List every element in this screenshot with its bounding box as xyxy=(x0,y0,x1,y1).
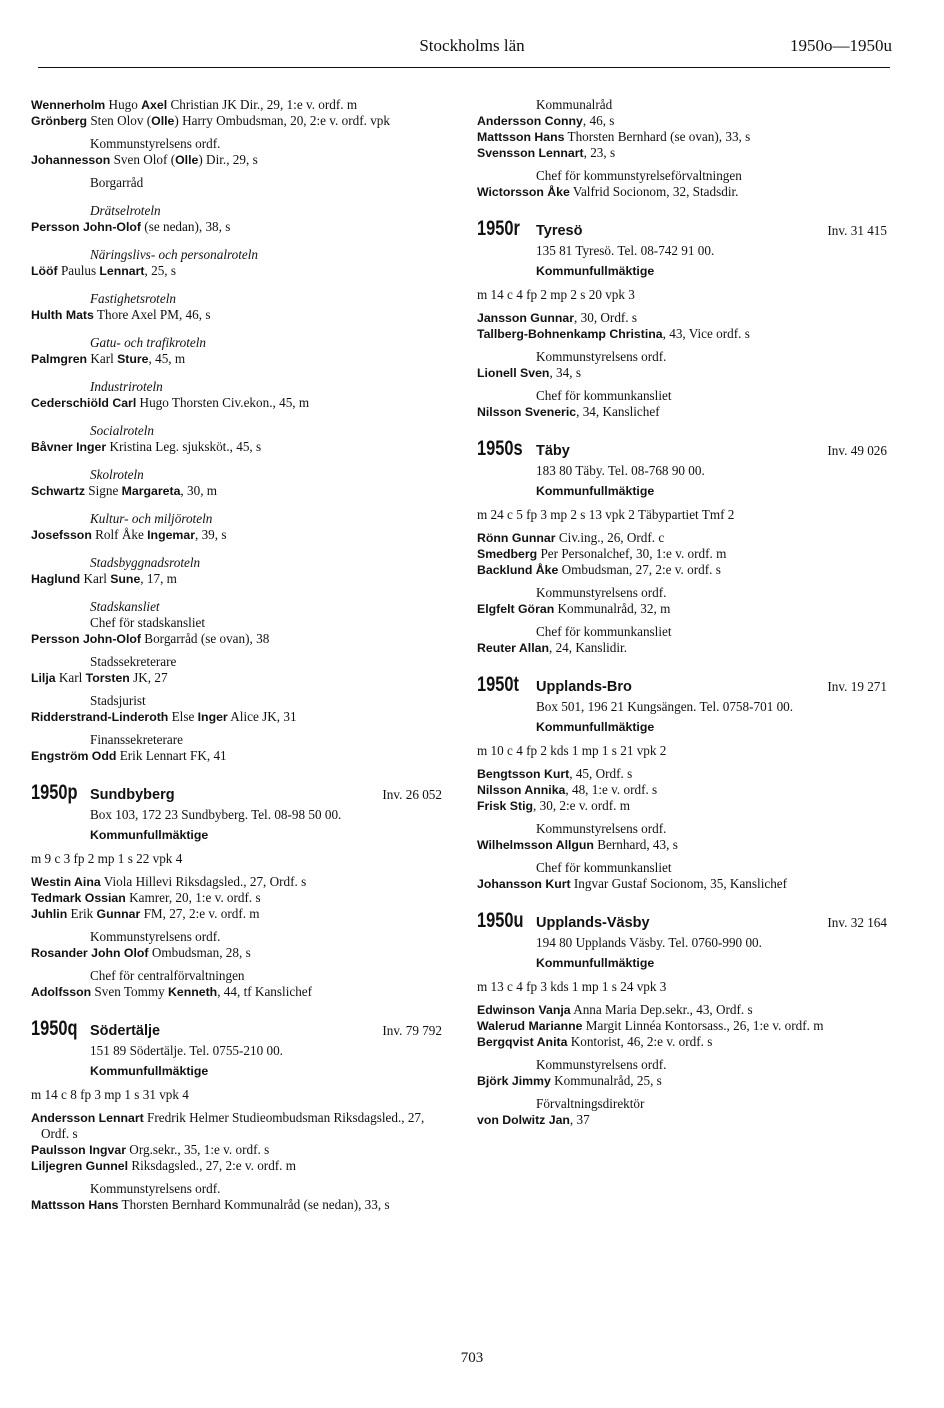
name-bold: Tallberg-Bohnenkamp Christina xyxy=(477,327,663,341)
name-bold: Gunnar xyxy=(96,907,141,921)
entry-text: Ombudsman, 27, 2:e v. ordf. s xyxy=(558,562,721,577)
municipality-block xyxy=(31,1016,445,1213)
name-bold: Wilhelmsson Allgun xyxy=(477,838,594,852)
name-bold: Grönberg xyxy=(31,114,88,128)
entry-text: Karl xyxy=(80,571,111,586)
entry-text: Civ.ing., 26, Ordf. c xyxy=(555,530,665,545)
page-number: 703 xyxy=(460,1350,484,1366)
council-seats: m 14 c 8 fp 3 mp 1 s 31 vpk 4 xyxy=(31,1087,189,1102)
name-bold: Kenneth xyxy=(168,985,218,999)
entry-text: ) Harry Ombudsman, 20, 2:e v. ordf. vpk xyxy=(174,113,390,128)
role-heading: Chef för kommunkansliet xyxy=(536,860,672,875)
name-bold: Rönn Gunnar xyxy=(477,531,556,545)
person-entry xyxy=(31,219,445,235)
council-seats: m 10 c 4 fp 2 kds 1 mp 1 s 21 vpk 2 xyxy=(477,743,667,758)
council-label: Kommunfullmäktige xyxy=(536,264,655,278)
person-entry xyxy=(477,546,890,562)
department-heading: Industriroteln xyxy=(90,379,163,394)
person-entry xyxy=(477,562,890,578)
entry-text: Borgarråd (se ovan), 38 xyxy=(141,631,270,646)
role-heading: Kommunstyrelsens ordf. xyxy=(90,929,221,944)
municipality-block xyxy=(477,908,890,1128)
entry-text: Per Personalchef, 30, 1:e v. ordf. m xyxy=(537,546,727,561)
municipality-address: Box 103, 172 23 Sundbyberg. Tel. 08-98 50 00. xyxy=(90,807,342,822)
entry-text: FM, 27, 2:e v. ordf. m xyxy=(140,906,260,921)
page-header-title: Stockholms län xyxy=(419,36,525,55)
name-bold: Reuter Allan xyxy=(477,641,549,655)
name-bold: Wictorsson Åke xyxy=(477,185,570,199)
person-entry xyxy=(31,709,445,725)
council-label: Kommunfullmäktige xyxy=(536,720,655,734)
council-seats: m 13 c 4 fp 3 kds 1 mp 1 s 24 vpk 3 xyxy=(477,979,667,994)
spacer xyxy=(477,381,890,388)
person-entry xyxy=(31,113,445,129)
name-bold: Josefsson xyxy=(31,528,92,542)
name-bold: Olle xyxy=(175,153,199,167)
entry-text: Thorsten Bernhard (se ovan), 33, s xyxy=(564,129,751,144)
name-bold: Hulth Mats xyxy=(31,308,94,322)
entry-text: , 45, Ordf. s xyxy=(569,766,633,781)
spacer xyxy=(31,961,445,968)
person-entry xyxy=(31,439,445,455)
name-bold: Mattsson Hans xyxy=(31,1198,119,1212)
municipality-entries xyxy=(31,874,445,1000)
municipality-address: 194 80 Upplands Väsby. Tel. 0760-990 00. xyxy=(536,935,762,950)
entry-text: Rolf Åke xyxy=(91,527,148,542)
person-entry xyxy=(31,748,445,764)
population-count: Inv. 31 415 xyxy=(827,223,887,238)
name-bold: Walerud Marianne xyxy=(477,1019,583,1033)
person-entry xyxy=(31,631,445,647)
entry-text: Viola Hillevi Riksdagsled., 27, Ordf. s xyxy=(100,874,307,889)
person-entry xyxy=(477,798,890,814)
spacer xyxy=(477,342,890,349)
name-bold: Juhlin xyxy=(31,907,68,921)
council-label: Kommunfullmäktige xyxy=(536,484,655,498)
person-entry xyxy=(31,527,445,543)
population-count: Inv. 79 792 xyxy=(382,1023,442,1038)
person-entry xyxy=(31,945,445,961)
person-entry xyxy=(31,1110,445,1142)
role-heading: Kommunstyrelsens ordf. xyxy=(90,1181,221,1196)
entry-text: Erik Lennart FK, 41 xyxy=(116,748,227,763)
entry-text: Sven Olof ( xyxy=(110,152,176,167)
municipality-header xyxy=(477,672,890,698)
municipality-code: 1950u xyxy=(477,909,524,932)
entry-text: , 30, m xyxy=(180,483,218,498)
person-entry xyxy=(31,263,445,279)
person-entry xyxy=(477,310,890,326)
entry-text: , 17, m xyxy=(140,571,177,586)
spacer xyxy=(31,1174,445,1181)
spacer xyxy=(31,411,445,423)
spacer xyxy=(31,367,445,379)
spacer xyxy=(477,161,890,168)
role-heading: Chef för kommunkansliet xyxy=(536,388,672,403)
municipality-name: Täby xyxy=(536,443,570,459)
person-entry xyxy=(31,874,445,890)
entry-text: , 34, Kanslichef xyxy=(576,404,660,419)
spacer xyxy=(31,725,445,732)
entry-text: Riksdagsled., 27, 2:e v. ordf. m xyxy=(128,1158,297,1173)
name-bold: Lööf xyxy=(31,264,58,278)
role-heading: Chef för kommunstyrelseförvaltningen xyxy=(536,168,742,183)
entry-text: , 30, 2:e v. ordf. m xyxy=(533,798,630,813)
entry-text: Sten Olov ( xyxy=(87,113,152,128)
department-heading: Näringslivs- och personalroteln xyxy=(90,247,259,262)
council-label: Kommunfullmäktige xyxy=(90,828,209,842)
left-municipalities xyxy=(31,780,445,1213)
entry-text: Valfrid Socionom, 32, Stadsdir. xyxy=(569,184,739,199)
municipality-entries xyxy=(477,1002,890,1128)
sodertalje-continued-section xyxy=(477,97,890,200)
person-entry xyxy=(477,1034,890,1050)
name-bold: Cederschiöld Carl xyxy=(31,396,137,410)
entry-text: Ombudsman, 28, s xyxy=(148,945,251,960)
person-entry xyxy=(31,1158,445,1174)
entry-text: Else xyxy=(168,709,198,724)
name-bold: Adolfsson xyxy=(31,985,92,999)
entry-text: Kamrer, 20, 1:e v. ordf. s xyxy=(125,890,261,905)
person-entry xyxy=(477,404,890,420)
name-bold: Paulsson Ingvar xyxy=(31,1143,126,1157)
name-bold: Björk Jimmy xyxy=(477,1074,551,1088)
name-bold: Persson John-Olof xyxy=(31,220,141,234)
municipality-code: 1950p xyxy=(31,781,78,804)
entry-text: JK, 27 xyxy=(129,670,168,685)
name-bold: Backlund Åke xyxy=(477,563,559,577)
department-heading: Gatu- och trafikroteln xyxy=(90,335,206,350)
role-heading: Kommunalråd xyxy=(536,97,613,112)
spacer xyxy=(31,587,445,599)
spacer xyxy=(31,279,445,291)
population-count: Inv. 19 271 xyxy=(827,679,887,694)
name-bold: Jansson Gunnar xyxy=(477,311,575,325)
person-entry xyxy=(477,1073,890,1089)
population-count: Inv. 32 164 xyxy=(827,915,887,930)
person-entry xyxy=(31,351,445,367)
spacer xyxy=(477,814,890,821)
municipality-code: 1950r xyxy=(477,217,520,240)
council-seats: m 24 c 5 fp 3 mp 2 s 13 vpk 2 Täbypartiet Tmf 2 xyxy=(477,507,735,522)
entry-text: Alice JK, 31 xyxy=(227,709,297,724)
person-entry xyxy=(31,890,445,906)
role-heading: Chef för stadskansliet xyxy=(90,615,205,630)
entry-text: Thorsten Bernhard Kommunalråd (se nedan), 33, s xyxy=(118,1197,390,1212)
population-count: Inv. 49 026 xyxy=(827,443,887,458)
entry-text: , 34, s xyxy=(549,365,581,380)
entry-text: Paulus xyxy=(57,263,100,278)
municipality-address: Box 501, 196 21 Kungsängen. Tel. 0758-701 00. xyxy=(536,699,794,714)
person-entry xyxy=(477,326,890,342)
name-bold: Smedberg xyxy=(477,547,538,561)
department-heading: Socialroteln xyxy=(90,423,154,438)
entry-text: , 46, s xyxy=(582,113,615,128)
spacer xyxy=(31,543,445,555)
entry-text: Kontorist, 46, 2:e v. ordf. s xyxy=(567,1034,713,1049)
person-entry xyxy=(31,906,445,922)
municipality-code: 1950s xyxy=(477,437,523,460)
name-bold: Sture xyxy=(117,352,149,366)
name-bold: Inger xyxy=(197,710,228,724)
person-entry xyxy=(477,782,890,798)
name-bold: Olle xyxy=(151,114,175,128)
name-bold: Lilja xyxy=(31,671,56,685)
municipality-block xyxy=(477,216,890,420)
entry-text: Hugo Thorsten Civ.ekon., 45, m xyxy=(136,395,310,410)
entry-text: , 37 xyxy=(569,1112,590,1127)
municipality-entries xyxy=(477,530,890,656)
entry-text: , 48, 1:e v. ordf. s xyxy=(565,782,658,797)
person-entry xyxy=(477,184,890,200)
entry-text: Thore Axel PM, 46, s xyxy=(93,307,211,322)
spacer xyxy=(31,686,445,693)
left-column xyxy=(31,97,445,1213)
municipality-name: Södertälje xyxy=(90,1023,161,1039)
person-entry xyxy=(31,984,445,1000)
entry-text: Karl xyxy=(87,351,118,366)
municipality-address: 183 80 Täby. Tel. 08-768 90 00. xyxy=(536,463,705,478)
spacer xyxy=(477,617,890,624)
person-entry xyxy=(31,483,445,499)
entry-text: Margit Linnéa Kontorsass., 26, 1:e v. ordf. m xyxy=(582,1018,824,1033)
entry-text: Kommunalråd, 32, m xyxy=(554,601,671,616)
name-bold: Ridderstrand-Linderoth xyxy=(31,710,169,724)
department-heading: Drätselroteln xyxy=(90,203,161,218)
person-entry xyxy=(477,365,890,381)
municipality-header xyxy=(31,1016,445,1042)
page-header-range: 1950o—1950u xyxy=(790,36,892,55)
entry-text: Signe xyxy=(85,483,122,498)
municipality-name: Upplands-Väsby xyxy=(536,915,650,931)
name-bold: Wennerholm xyxy=(31,98,106,112)
name-bold: Elgfelt Göran xyxy=(477,602,555,616)
name-bold: Torsten xyxy=(85,671,130,685)
municipality-block xyxy=(477,672,890,892)
person-entry xyxy=(477,113,890,129)
entry-text: , 44, tf Kanslichef xyxy=(217,984,313,999)
name-bold: Bergqvist Anita xyxy=(477,1035,568,1049)
name-bold: Nilsson Sveneric xyxy=(477,405,577,419)
entry-text: Sven Tommy xyxy=(91,984,168,999)
person-entry xyxy=(477,601,890,617)
entry-text: Org.sekr., 35, 1:e v. ordf. s xyxy=(126,1142,270,1157)
name-bold: Ingemar xyxy=(147,528,195,542)
name-bold: Liljegren Gunnel xyxy=(31,1159,129,1173)
name-bold: Nilsson Annika xyxy=(477,783,566,797)
municipality-header xyxy=(31,780,445,806)
entry-text: Christian JK Dir., 29, 1:e v. ordf. m xyxy=(167,97,358,112)
person-entry xyxy=(477,640,890,656)
municipality-code: 1950t xyxy=(477,673,519,696)
municipality-header xyxy=(477,436,890,462)
name-bold: von Dolwitz Jan xyxy=(477,1113,570,1127)
person-entry xyxy=(477,145,890,161)
person-entry xyxy=(477,129,890,145)
department-heading: Stadskansliet xyxy=(90,599,160,614)
name-bold: Mattsson Hans xyxy=(477,130,565,144)
name-bold: Palmgren xyxy=(31,352,88,366)
name-bold: Rosander John Olof xyxy=(31,946,149,960)
municipality-code: 1950q xyxy=(31,1017,78,1040)
spacer xyxy=(31,235,445,247)
spacer xyxy=(31,129,445,136)
person-entry xyxy=(477,766,890,782)
spacer xyxy=(31,922,445,929)
name-bold: Andersson Lennart xyxy=(31,1111,144,1125)
person-entry xyxy=(477,530,890,546)
name-bold: Lennart xyxy=(99,264,145,278)
name-bold: Andersson Conny xyxy=(477,114,583,128)
spacer xyxy=(31,191,445,203)
department-heading: Fastighetsroteln xyxy=(90,291,176,306)
person-entry xyxy=(477,876,890,892)
name-bold: Axel xyxy=(141,98,168,112)
name-bold: Bengtsson Kurt xyxy=(477,767,570,781)
name-bold: Båvner Inger xyxy=(31,440,107,454)
entry-text: Ingvar Gustaf Socionom, 35, Kanslichef xyxy=(570,876,788,891)
spacer xyxy=(477,853,890,860)
entry-text: Kristina Leg. sjuksköt., 45, s xyxy=(106,439,262,454)
municipality-name: Tyresö xyxy=(536,223,583,239)
spacer xyxy=(477,1050,890,1057)
municipality-name: Sundbyberg xyxy=(90,787,175,803)
person-entry xyxy=(477,1002,890,1018)
stockholm-continued-section xyxy=(31,97,445,764)
name-bold: Johannesson xyxy=(31,153,111,167)
role-heading: Stadssekreterare xyxy=(90,654,177,669)
department-heading: Stadsbyggnadsroteln xyxy=(90,555,201,570)
spacer xyxy=(31,499,445,511)
name-bold: Frisk Stig xyxy=(477,799,534,813)
spacer xyxy=(477,578,890,585)
name-bold: Lionell Sven xyxy=(477,366,550,380)
municipality-address: 151 89 Södertälje. Tel. 0755-210 00. xyxy=(90,1043,283,1058)
spacer xyxy=(31,168,445,175)
council-label: Kommunfullmäktige xyxy=(90,1064,209,1078)
municipality-header xyxy=(477,908,890,934)
entry-text: , 39, s xyxy=(194,527,227,542)
person-entry xyxy=(31,152,445,168)
right-municipalities xyxy=(477,216,890,1128)
entry-text: , 24, Kanslidir. xyxy=(548,640,628,655)
role-heading: Chef för kommunkansliet xyxy=(536,624,672,639)
name-bold: Westin Aina xyxy=(31,875,101,889)
entry-text: , 25, s xyxy=(144,263,177,278)
council-label: Kommunfullmäktige xyxy=(536,956,655,970)
council-seats: m 9 c 3 fp 2 mp 1 s 22 vpk 4 xyxy=(31,851,183,866)
council-seats: m 14 c 4 fp 2 mp 2 s 20 vpk 3 xyxy=(477,287,635,302)
person-entry xyxy=(477,837,890,853)
person-entry xyxy=(31,395,445,411)
entry-text: , 30, Ordf. s xyxy=(574,310,638,325)
person-entry xyxy=(31,307,445,323)
header-rule xyxy=(38,67,890,68)
spacer xyxy=(31,455,445,467)
person-entry xyxy=(31,670,445,686)
person-entry xyxy=(477,1018,890,1034)
department-heading: Kultur- och miljöroteln xyxy=(90,511,213,526)
role-heading: Kommunstyrelsens ordf. xyxy=(90,136,221,151)
department-heading: Skolroteln xyxy=(90,467,144,482)
person-entry xyxy=(31,1142,445,1158)
role-heading: Kommunstyrelsens ordf. xyxy=(536,821,667,836)
role-heading: Förvaltningsdirektör xyxy=(536,1096,645,1111)
entry-text: Hugo xyxy=(105,97,142,112)
role-heading: Stadsjurist xyxy=(90,693,146,708)
person-entry xyxy=(31,1197,445,1213)
entry-text: , 45, m xyxy=(148,351,186,366)
municipality-entries xyxy=(477,766,890,892)
spacer xyxy=(31,323,445,335)
person-entry xyxy=(477,1112,890,1128)
municipality-block xyxy=(477,436,890,656)
municipality-block xyxy=(31,780,445,1000)
name-bold: Johansson Kurt xyxy=(477,877,571,891)
person-entry xyxy=(31,571,445,587)
municipality-address: 135 81 Tyresö. Tel. 08-742 91 00. xyxy=(536,243,715,258)
role-heading: Chef för centralförvaltningen xyxy=(90,968,245,983)
municipality-entries xyxy=(477,310,890,420)
municipality-name: Upplands-Bro xyxy=(536,679,632,695)
role-heading: Borgarråd xyxy=(90,175,144,190)
municipality-header xyxy=(477,216,890,242)
name-bold: Tedmark Ossian xyxy=(31,891,126,905)
name-bold: Svensson Lennart xyxy=(477,146,584,160)
spacer xyxy=(31,647,445,654)
entry-text: Bernhard, 43, s xyxy=(593,837,678,852)
role-heading: Kommunstyrelsens ordf. xyxy=(536,1057,667,1072)
entry-text: ) Dir., 29, s xyxy=(198,152,258,167)
right-column xyxy=(477,97,890,1128)
entry-text: , 43, Vice ordf. s xyxy=(662,326,750,341)
name-bold: Engström Odd xyxy=(31,749,117,763)
entry-text: Kommunalråd, 25, s xyxy=(550,1073,662,1088)
municipality-entries xyxy=(31,1110,445,1213)
name-bold: Schwartz xyxy=(31,484,85,498)
person-entry xyxy=(31,97,445,113)
name-bold: Sune xyxy=(110,572,141,586)
spacer xyxy=(477,1089,890,1096)
role-heading: Kommunstyrelsens ordf. xyxy=(536,349,667,364)
entry-text: Anna Maria Dep.sekr., 43, Ordf. s xyxy=(570,1002,753,1017)
entry-text: , 23, s xyxy=(583,145,616,160)
entry-text: (se nedan), 38, s xyxy=(141,219,231,234)
entry-text: Karl xyxy=(55,670,86,685)
role-heading: Finanssekreterare xyxy=(90,732,184,747)
name-bold: Persson John-Olof xyxy=(31,632,141,646)
name-bold: Edwinson Vanja xyxy=(477,1003,571,1017)
role-heading: Kommunstyrelsens ordf. xyxy=(536,585,667,600)
name-bold: Margareta xyxy=(121,484,181,498)
population-count: Inv. 26 052 xyxy=(382,787,442,802)
name-bold: Haglund xyxy=(31,572,81,586)
entry-text: Fredrik Helmer Studieombudsman Riksdagsled., 27, Ordf. s xyxy=(41,1110,425,1141)
entry-text: Erik xyxy=(67,906,97,921)
